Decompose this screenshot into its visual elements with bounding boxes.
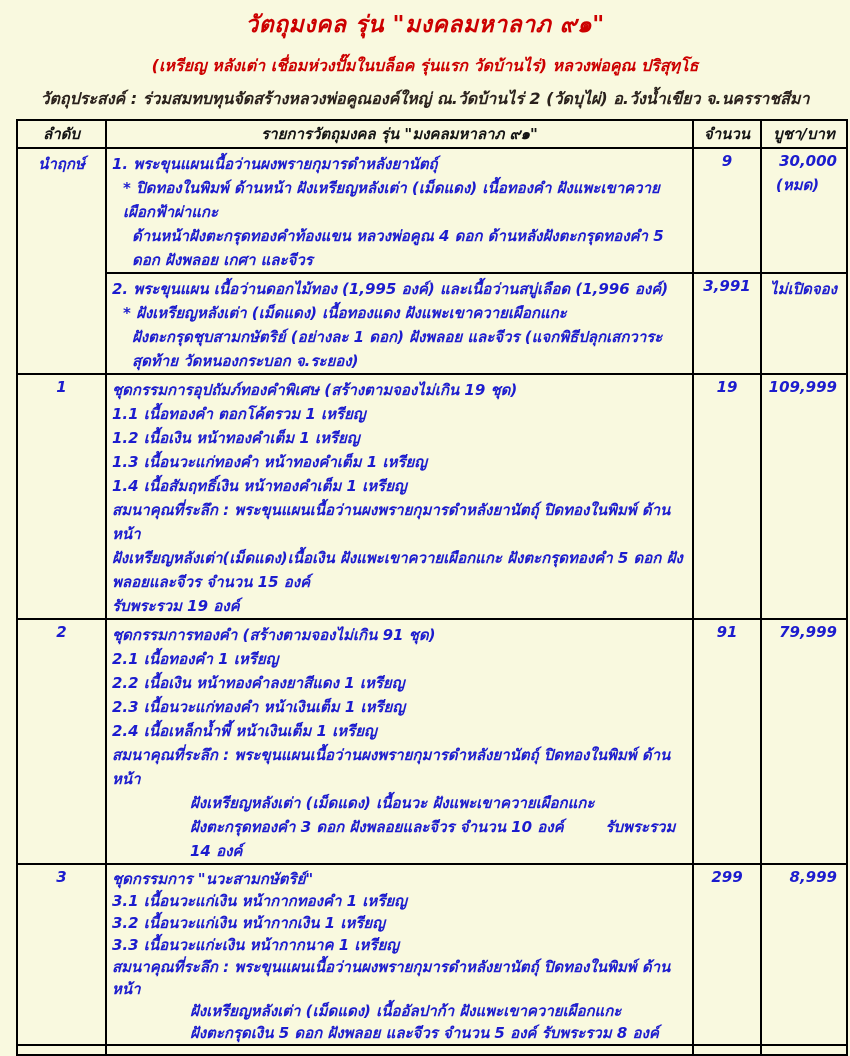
table-row-namruek-item1 bbox=[17, 148, 847, 273]
table-header-row bbox=[17, 120, 847, 148]
page-purpose: วัตถุประสงค์ : ร่วมสมทบทุนจัดสร้างหลวงพ่อคูณองค์ใหญ่ ณ.วัดบ้านไร่ 2 (วัดบุไผ่) อ.วังน้ำเขียว จ.นครราชสีมา bbox=[40, 89, 810, 108]
item-line: 2.3 เนื้อนวะแก่ทองคำ หน้าเงินเต็ม 1 เหรียญ bbox=[112, 698, 406, 716]
item-line: 2.4 เนื้อเหล็กน้ำพี้ หน้าเงินเต็ม 1 เหรียญ bbox=[112, 722, 377, 740]
page-subtitle: (เหรียญ หลังเต่า เชื่อมห่วงปั๊มในบล็อค รุ่นแรก วัดบ้านไร่) หลวงพ่อคูณ ปริสุทฺโธ bbox=[151, 56, 699, 75]
order-label: 2 bbox=[17, 619, 106, 864]
order-cell-empty bbox=[17, 1045, 106, 1055]
price-note: (หมด) bbox=[775, 176, 820, 194]
item-line: ชุดกรรมการทองคำ (สร้างตามจองไม่เกิน 91 ชุด) bbox=[112, 626, 436, 644]
price-value: 79,999 bbox=[761, 619, 847, 864]
item-line: ฝังตะกรุดชุบสามกษัตริย์ (อย่างละ 1 ดอก) ฝังพลอย และจีวร (แจกพิธีปลุกเสกวาระสุดท้าย วัดหนองกระบอก จ.ระยอง) bbox=[132, 328, 663, 370]
item-line: 3.3 เนื้อนวะแก่ะเงิน หน้ากากนาค 1 เหรียญ bbox=[112, 936, 400, 954]
item-line: ฝังเหรียญหลังเต่า (เม็ดแดง) เนื้ออัลปาก้า ฝังแพะเขาควายเผือกแกะ bbox=[190, 1002, 622, 1020]
table-row-set1 bbox=[17, 374, 847, 619]
item-line: 3.2 เนื้อนวะแก่เงิน หน้ากากเงิน 1 เหรียญ bbox=[112, 914, 385, 932]
price-value: 8,999 bbox=[761, 864, 847, 1045]
table-row-set3 bbox=[17, 864, 847, 1045]
item-line: ฝังตะกรุดเงิน 5 ดอก ฝังพลอย และจีวร จำนวน 5 องค์ รับพระรวม 8 องค์ bbox=[190, 1024, 659, 1042]
item-line: ฝังเหรียญหลังเต่า(เม็ดแดง)เนื้อเงิน ฝังแพะเขาควายเผือกแกะ ฝังตะกรุดทองคำ 5 ดอก ฝังพลอยและจีวร จำนวน 15 องค์ bbox=[112, 549, 683, 591]
price-value: 30,000 bbox=[779, 152, 837, 170]
quantity-value: 3,991 bbox=[693, 273, 761, 374]
item-line: 1.3 เนื้อนวะแก่ทองคำ หน้าทองคำเต็ม 1 เหรียญ bbox=[112, 453, 428, 471]
order-label-namruek: นำฤกษ์ bbox=[17, 148, 106, 374]
item-line: รับพระรวม 19 องค์ bbox=[112, 597, 240, 615]
item-cell-empty bbox=[106, 1045, 693, 1055]
price-cell bbox=[761, 148, 847, 273]
quantity-cell-empty bbox=[693, 1045, 761, 1055]
item-line: 1.2 เนื้อเงิน หน้าทองคำเต็ม 1 เหรียญ bbox=[112, 429, 360, 447]
item-line: ฝังเหรียญหลังเต่า (เม็ดแดง) เนื้อนวะ ฝังแพะเขาควายเผือกแกะ bbox=[190, 794, 595, 812]
item-line: ชุดกรรมการ "นวะสามกษัตริย์" bbox=[112, 870, 314, 888]
item-line: สมนาคุณที่ระลึก : พระขุนแผนเนื้อว่านผงพรายกุมารดำหลังยานัตถุ์ ปิดทองในพิมพ์ ด้านหน้า bbox=[112, 501, 671, 543]
price-value: ไม่เปิดจอง bbox=[761, 273, 847, 374]
item-description-cell bbox=[106, 374, 693, 619]
price-value: 109,999 bbox=[761, 374, 847, 619]
quantity-value: 91 bbox=[693, 619, 761, 864]
column-header-price: บูชา/บาท bbox=[761, 120, 847, 148]
item-line: ชุดกรรมการอุปถัมภ์ทองคำพิเศษ (สร้างตามจองไม่เกิน 19 ชุด) bbox=[112, 381, 518, 399]
quantity-value: 19 bbox=[693, 374, 761, 619]
item-line: 2.2 เนื้อเงิน หน้าทองคำลงยาสีแดง 1 เหรียญ bbox=[112, 674, 405, 692]
table-row-partial bbox=[17, 1045, 847, 1055]
item-line: 1.1 เนื้อทองคำ ตอกโค้ตรวม 1 เหรียญ bbox=[112, 405, 366, 423]
item-line: 1.4 เนื้อสัมฤทธิ์เงิน หน้าทองคำเต็ม 1 เหรียญ bbox=[112, 477, 407, 495]
item-description-cell bbox=[106, 273, 693, 374]
column-header-quantity: จำนวน bbox=[693, 120, 761, 148]
quantity-value: 299 bbox=[693, 864, 761, 1045]
item-description-cell bbox=[106, 864, 693, 1045]
item-line: 3.1 เนื้อนวะแก่เงิน หน้ากากทองคำ 1 เหรียญ bbox=[112, 892, 407, 910]
quantity-value: 9 bbox=[693, 148, 761, 273]
table-row-namruek-item2 bbox=[17, 273, 847, 374]
item-line: ด้านหน้าฝังตะกรุดทองคำท้องแขน หลวงพ่อคูณ 4 ดอก ด้านหลังฝังตะกรุดทองคำ 5 ดอก ฝังพลอย เกศา และจีวร bbox=[132, 227, 669, 269]
order-label: 1 bbox=[17, 374, 106, 619]
item-line: ฝังตะกรุดทองคำ 3 ดอก ฝังพลอยและจีวร จำนวน 10 องค์ รับพระรวม 14 องค์ bbox=[190, 818, 681, 860]
item-line: 2.1 เนื้อทองคำ 1 เหรียญ bbox=[112, 650, 279, 668]
item-line: 1. พระขุนแผนเนื้อว่านผงพรายกุมารดำหลังยานัตถุ์ bbox=[112, 155, 438, 173]
item-line: สมนาคุณที่ระลึก : พระขุนแผนเนื้อว่านผงพรายกุมารดำหลังยานัตถุ์ ปิดทองในพิมพ์ ด้านหน้า bbox=[112, 746, 671, 788]
item-description-cell bbox=[106, 148, 693, 273]
price-cell-empty bbox=[761, 1045, 847, 1055]
item-description-cell bbox=[106, 619, 693, 864]
item-line: 2. พระขุนแผน เนื้อว่านดอกไม้ทอง (1,995 องค์) และเนื้อว่านสบู่เลือด (1,996 องค์) bbox=[112, 280, 669, 298]
column-header-order: ลำดับ bbox=[17, 120, 106, 148]
item-line: * ปิดทองในพิมพ์ ด้านหน้า ฝังเหรียญหลังเต่า (เม็ดแดง) เนื้อทองคำ ฝังแพะเขาควายเผือกฟ้าผ่าแกะ bbox=[123, 179, 660, 221]
item-line: สมนาคุณที่ระลึก : พระขุนแผนเนื้อว่านผงพรายกุมารดำหลังยานัตถุ์ ปิดทองในพิมพ์ ด้านหน้า bbox=[112, 958, 671, 998]
item-line: * ฝังเหรียญหลังเต่า (เม็ดแดง) เนื้อทองแดง ฝังแพะเขาควายเผือกแกะ bbox=[123, 304, 567, 322]
column-header-item: รายการวัตถุมงคล รุ่น "มงคลมหาลาภ ๙๑" bbox=[106, 120, 693, 148]
order-label: 3 bbox=[17, 864, 106, 1045]
page-title: วัตถุมงคล รุ่น "มงคลมหาลาภ ๙๑" bbox=[245, 12, 605, 38]
table-row-set2 bbox=[17, 619, 847, 864]
price-table bbox=[16, 119, 848, 1056]
